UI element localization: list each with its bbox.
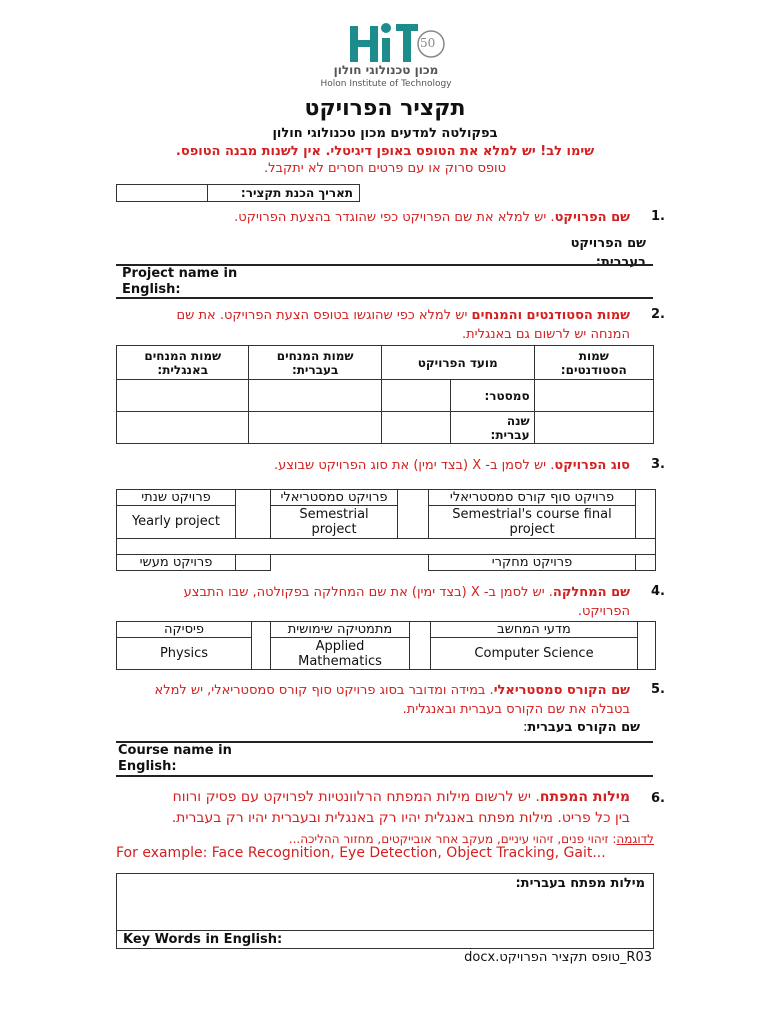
project-type-table bbox=[116, 489, 656, 571]
checkbox-practical[interactable] bbox=[236, 554, 271, 570]
spacer-row bbox=[117, 538, 656, 554]
dept-cs-heb: מדעי המחשב bbox=[431, 622, 638, 638]
s6-number: 6. bbox=[651, 791, 665, 806]
s6-text: . יש לרשום מילות המפתח הרלוונטיות לפרויקט עם פסיק ורווח bbox=[172, 789, 540, 805]
logo-english: Holon Institute of Technology bbox=[320, 79, 452, 89]
s1-bold: שם הפרויקט bbox=[554, 210, 630, 225]
warning: שימו לב! יש למלא את הטופס באופן דיגיטלי. אין לשנות מבנה הטופס. bbox=[175, 144, 595, 159]
date-table bbox=[116, 184, 360, 202]
divider bbox=[116, 775, 653, 777]
s4-description bbox=[120, 583, 630, 621]
type-course-final-eng: Semestrial's course final project bbox=[429, 506, 636, 538]
type-yearly-eng: Yearly project bbox=[117, 506, 236, 538]
s5-bold: שם הקורס סמסטריאלי bbox=[493, 683, 630, 698]
advisor-eng-input[interactable] bbox=[117, 412, 249, 444]
s3-number: 3. bbox=[651, 457, 665, 472]
s1-description bbox=[120, 208, 630, 227]
s2-description bbox=[120, 306, 630, 344]
student-input[interactable] bbox=[534, 380, 653, 412]
s5-heb-label-text: שם הקורס בעברית bbox=[527, 720, 640, 735]
s5-text-2: בטבלה את שם הקורס בעברית ובאנגלית. bbox=[402, 702, 630, 717]
s2-bold: שמות הסטודנטים והמנחים bbox=[471, 308, 630, 323]
dept-physics-eng: Physics bbox=[117, 638, 252, 670]
gap-cell bbox=[271, 554, 429, 570]
type-semestrial-heb: פרויקט סמסטריאלי bbox=[271, 490, 398, 506]
s1-heb-input[interactable] bbox=[116, 240, 476, 262]
s3-bold: סוג הפרויקט bbox=[554, 458, 630, 473]
s4-number: 4. bbox=[651, 584, 665, 599]
kw-heb-input[interactable] bbox=[117, 894, 654, 930]
s6-example-label: לדוגמה bbox=[616, 832, 654, 846]
s5-eng-label-1: Course name in bbox=[118, 743, 232, 758]
s6-description bbox=[100, 787, 630, 829]
date-label: תאריך הכנת תקציר: bbox=[208, 185, 360, 202]
s6-example-eng: For example: Face Recognition, Eye Detection, Object Tracking, Gait... bbox=[116, 845, 606, 861]
s1-eng-label bbox=[122, 266, 237, 298]
checkbox-course-final[interactable] bbox=[636, 490, 656, 539]
s5-heb-label bbox=[420, 720, 640, 735]
logo-anniversary: 50 bbox=[420, 36, 436, 50]
s1-text: . יש למלא את שם הפרויקט כפי שהוגדר בהצעת הפרויקט. bbox=[234, 210, 555, 225]
s6-example-heb-text: : זיהוי פנים, זיהוי עיניים, מעקב אחר אובייקטים, מחזור ההליכה... bbox=[288, 832, 617, 846]
header-students: שמות הסטודנטים: bbox=[534, 346, 653, 380]
logo-hebrew: מכון טכנולוגי חולון bbox=[333, 63, 439, 77]
s1-eng-input[interactable] bbox=[260, 266, 650, 296]
checkbox-research[interactable] bbox=[636, 554, 656, 570]
type-semestrial-eng: Semestrial project bbox=[271, 506, 398, 538]
checkbox-cs[interactable] bbox=[638, 622, 656, 670]
type-course-final-heb: פרויקט סוף קורס סמסטריאלי bbox=[429, 490, 636, 506]
date-input[interactable] bbox=[117, 185, 208, 202]
s6-text-2: בין כל פריט. מילות מפתח באנגלית יהיו רק באנגלית ובעברית יהיו רק בעברית. bbox=[171, 810, 630, 826]
semester-label: סמסטר: bbox=[450, 380, 534, 412]
header-advisors-heb: שמות המנחים בעברית: bbox=[249, 346, 381, 380]
s1-eng-label-2: English: bbox=[122, 282, 181, 297]
kw-heb-label: מילות מפתח בעברית: bbox=[117, 874, 654, 894]
type-practical-heb: פרויקט מעשי bbox=[117, 554, 236, 570]
dept-applied-math-heb: מתמטיקה שימושית bbox=[271, 622, 410, 638]
s1-number: 1. bbox=[651, 209, 665, 224]
kw-eng-label: Key Words in English: bbox=[117, 930, 654, 948]
dept-applied-math-eng: Applied Mathematics bbox=[271, 638, 410, 670]
s5-eng-label bbox=[118, 743, 232, 775]
header-advisors-eng: שמות המנחים באנגלית: bbox=[117, 346, 249, 380]
page-title: תקציר הפרויקט bbox=[304, 96, 466, 121]
dept-physics-heb: פיסיקה bbox=[117, 622, 252, 638]
type-yearly-heb: פרויקט שנתי bbox=[117, 490, 236, 506]
subtitle: בפקולטה למדעים מכון טכנולוגי חולון bbox=[272, 126, 498, 141]
checkbox-yearly[interactable] bbox=[236, 490, 271, 539]
s2-text: יש למלא כפי שהוגשו בטופס הצעת הפרויקט. את שם bbox=[176, 308, 472, 323]
s4-bold: שם המחלקה bbox=[552, 585, 630, 600]
advisor-heb-input[interactable] bbox=[249, 412, 381, 444]
year-label: שנה עברית: bbox=[450, 412, 534, 444]
student-input[interactable] bbox=[534, 412, 653, 444]
keywords-table bbox=[116, 873, 654, 949]
s5-heb-input[interactable] bbox=[116, 718, 416, 740]
s5-eng-label-2: English: bbox=[118, 759, 177, 774]
checkbox-applied-math[interactable] bbox=[410, 622, 431, 670]
department-table bbox=[116, 621, 656, 670]
s6-bold: מילות המפתח bbox=[539, 789, 630, 805]
s5-description bbox=[100, 681, 630, 719]
footer-filename: R03_טופס תקציר הפרויקט.docx bbox=[464, 950, 652, 965]
semester-input[interactable] bbox=[381, 380, 450, 412]
s3-text: . יש לסמן ב- X (בצד ימין) את סוג הפרויקט שבוצע. bbox=[273, 458, 555, 473]
s2-number: 2. bbox=[651, 307, 665, 322]
s1-eng-label-1: Project name in bbox=[122, 266, 238, 281]
s4-text: . יש לסמן ב- X (בצד ימין) את שם המחלקה בפקולטה, שבו התבצע bbox=[183, 585, 553, 600]
advisor-eng-input[interactable] bbox=[117, 380, 249, 412]
checkbox-semestrial[interactable] bbox=[398, 490, 429, 539]
header-project-date: מועד הפרויקט bbox=[381, 346, 534, 380]
s5-text: . במידה ומדובר בסוג פרויקט סוף קורס סמסטריאלי, יש למלא bbox=[154, 683, 494, 698]
s1-heb-label-2: בעברית: bbox=[595, 255, 646, 270]
s5-number: 5. bbox=[651, 682, 665, 697]
students-table bbox=[116, 345, 654, 444]
dept-cs-eng: Computer Science bbox=[431, 638, 638, 670]
checkbox-physics[interactable] bbox=[252, 622, 271, 670]
logo bbox=[318, 16, 454, 92]
divider bbox=[116, 297, 653, 299]
s3-description bbox=[120, 456, 630, 475]
s4-text-2: הפרויקט. bbox=[577, 604, 630, 619]
year-input[interactable] bbox=[381, 412, 450, 444]
s1-heb-label-1: שם הפרויקט bbox=[570, 236, 646, 251]
advisor-heb-input[interactable] bbox=[249, 380, 381, 412]
warning-2: טופס סרוק או עם פרטים חסרים לא יתקבל. bbox=[264, 161, 506, 176]
type-research-heb: פרויקט מחקרי bbox=[429, 554, 636, 570]
s2-text-2: המנחה יש לרשום גם באנגלית. bbox=[462, 327, 630, 342]
s5-eng-input[interactable] bbox=[250, 743, 650, 773]
s5-heb-colon: : bbox=[522, 720, 528, 735]
